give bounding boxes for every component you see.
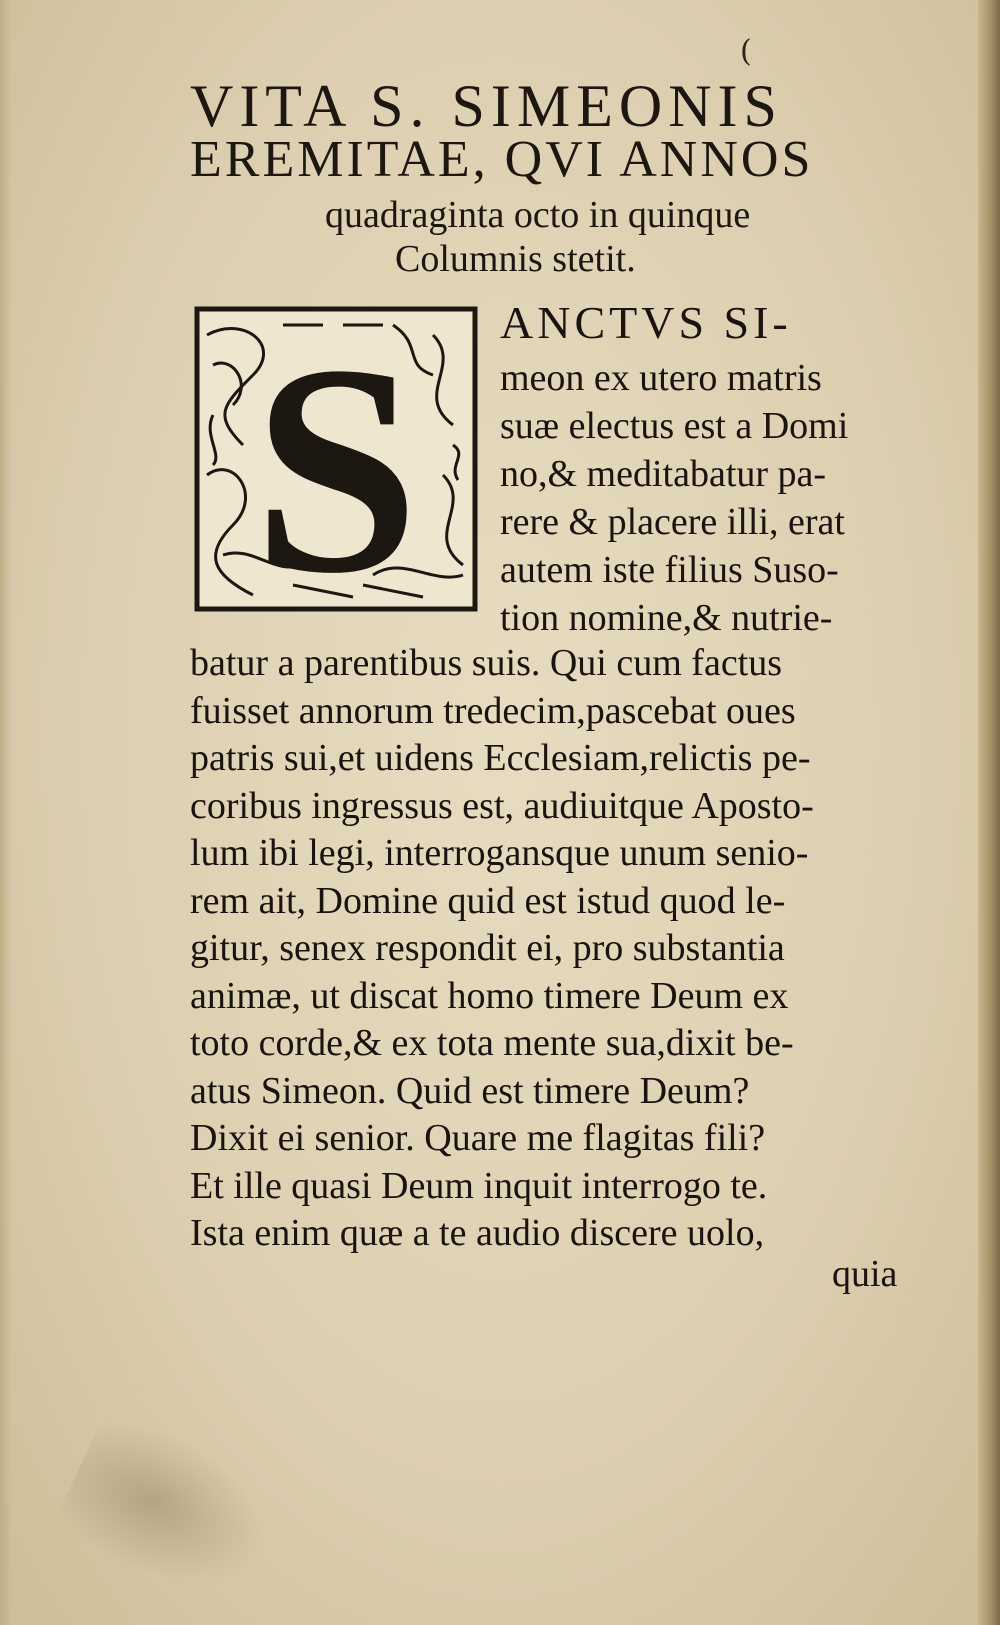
text-line: animæ, ut discat homo timere Deum ex — [190, 974, 789, 1017]
page-stain — [50, 1404, 290, 1615]
title-line-4: Columnis stetit. — [395, 238, 636, 280]
text-line: meon ex utero matris — [500, 357, 822, 399]
page-left-edge — [0, 0, 12, 1625]
text-line: batur a parentibus suis. Qui cum factus — [190, 642, 783, 684]
text-line: Et ille quasi Deum inquit interrogo te. — [190, 1164, 768, 1207]
text-line: toto corde,& ex tota mente sua,dixit be- — [190, 1022, 794, 1064]
text-line: coribus ingressus est, audiuitque Aposto- — [190, 784, 814, 827]
text-line: tion nomine,& nutrie- — [500, 597, 833, 639]
text-line: suæ electus est a Domi — [500, 405, 849, 447]
text-line: rere & placere illi, erat — [500, 501, 845, 543]
title-line-1: VITA S. SIMEONIS — [190, 73, 783, 139]
text-line: rem ait, Domine quid est istud quod le- — [190, 879, 786, 922]
text-line: atus Simeon. Quid est timere Deum? — [190, 1069, 750, 1112]
text-line: Dixit ei senior. Quare me flagitas fili? — [190, 1117, 766, 1159]
text-line: lum ibi legi, interrogansque unum senio- — [190, 832, 809, 874]
text-line: patris sui,et uidens Ecclesiam,relictis pe- — [190, 737, 811, 779]
text-line: ANCTVS SI- — [500, 297, 792, 348]
title-line-3: quadraginta octo in quinque — [325, 194, 751, 236]
text-line: no,& meditabatur pa- — [500, 453, 827, 495]
text-line: autem iste filius Suso- — [500, 549, 839, 591]
catchword: quia — [832, 1253, 898, 1295]
title-line-2: EREMITAE, QVI ANNOS — [190, 131, 814, 188]
initial-letter: S — [252, 305, 420, 625]
text-line: Ista enim quæ a te audio discere uolo, — [190, 1212, 765, 1254]
page-binding-edge — [978, 0, 1000, 1625]
text-line: gitur, senex respondit ei, pro substantia — [190, 927, 785, 969]
decorated-initial — [193, 305, 493, 625]
folio-mark: ( — [740, 34, 752, 69]
text-line: fuisset annorum tredecim,pascebat oues — [190, 689, 796, 732]
